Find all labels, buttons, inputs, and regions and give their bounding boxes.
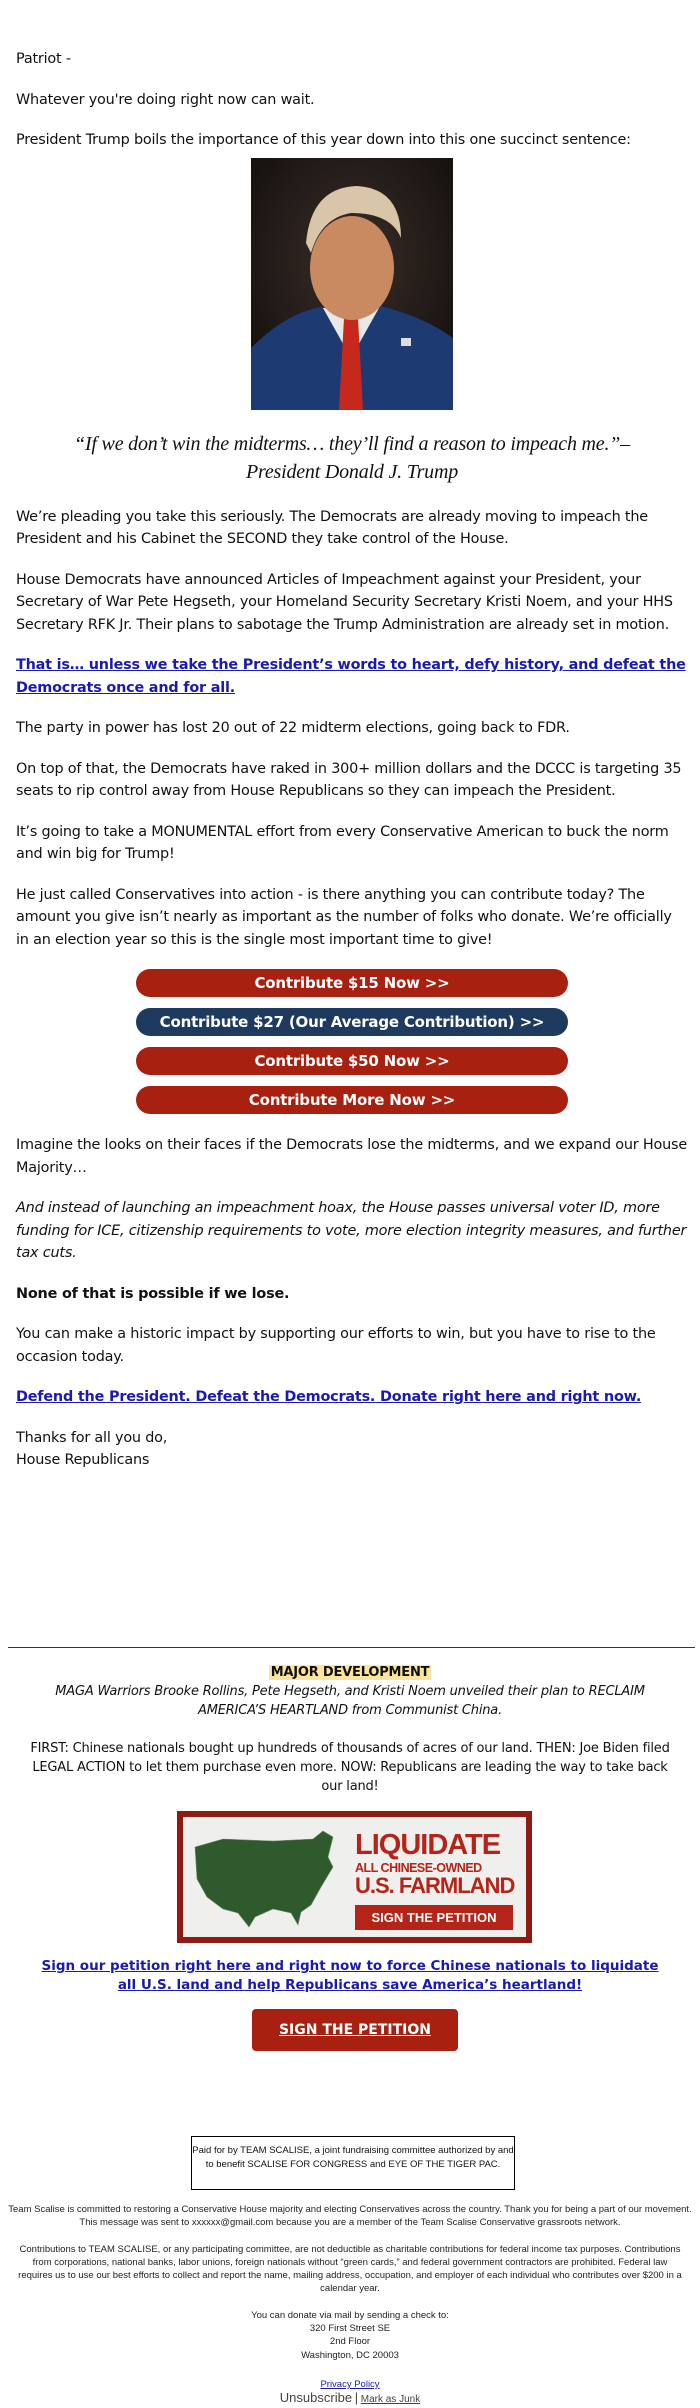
privacy-policy-link[interactable]: Privacy Policy <box>320 2378 380 2390</box>
paragraph: And instead of launching an impeachment hoax, the House passes universal voter ID, more funding for ICE, citizenship requirements to vote, more election integrity measures, and further tax cuts. <box>16 1200 687 1261</box>
greeting: Patriot - <box>16 51 71 67</box>
quote-attribution: President Donald J. Trump <box>245 460 459 483</box>
promo-subtitle: MAGA Warriors Brooke Rollins, Pete Hegseth, and Kristi Noem unveiled their plan to RECLAIM AMERICA’S HEARTLAND from Communist China. <box>55 1684 645 1718</box>
address-line: 320 First Street SE <box>309 2323 391 2335</box>
footer-legal: Contributions to TEAM SCALISE, or any participating committee, are not deductible as charitable contributions for federal income tax purposes. Contributions from corporations, national banks, labor unions, foreign nationals without “green cards,” and federal government contractors are prohibited. Federal law requires us to use our best efforts to collect and report the name, mailing address, occupation, and employer of each individual who contributes over $200 in a calendar year. <box>18 2243 682 2295</box>
footer-about: Team Scalise is committed to restoring a Conservative House majority and electing Conservatives across the country. Thank you for being a part of our movement. This message was sent to xxxxxx@gmail.com because you are a member of the Team Scalise Conservative grassroots network. <box>8 2204 692 2229</box>
email-body <box>16 48 688 1472</box>
contribute-15-button[interactable]: Contribute $15 Now >> <box>136 969 568 997</box>
contribute-buttons <box>16 969 688 1114</box>
paragraph: We’re pleading you take this seriously. The Democrats are already moving to impeach the President and his Cabinet the SECOND they take control of the House. <box>16 508 648 547</box>
paragraph: You can make a historic impact by supporting our efforts to win, but you have to rise to the occasion today. <box>16 1326 656 1365</box>
signature: House Republicans <box>16 1452 150 1468</box>
farmland-petition-banner[interactable] <box>177 1811 532 1943</box>
paragraph: None of that is possible if we lose. <box>16 1285 290 1302</box>
paragraph: Imagine the looks on their faces if the Democrats lose the midterms, and we expand our House Majority… <box>16 1137 687 1176</box>
mail-intro: You can donate via mail by sending a check to: <box>251 2309 449 2321</box>
paragraph: The party in power has lost 20 out of 22 midterm elections, going back to FDR. <box>16 720 570 736</box>
petition-link[interactable]: Sign our petition right here and right now to force Chinese nationals to liquidate all U.S. land and help Republicans save America’s heartland! <box>41 1958 659 1993</box>
signoff: Thanks for all you do, <box>16 1429 168 1446</box>
banner-subtitle-2: U.S. FARMLAND <box>355 1872 515 1898</box>
contribute-more-button[interactable]: Contribute More Now >> <box>136 1086 568 1114</box>
paragraph: Whatever you're doing right now can wait. <box>16 91 315 108</box>
donate-now-link[interactable]: Defend the President. Defeat the Democrats. Donate right here and right now. <box>16 1389 642 1405</box>
us-map-icon <box>195 1831 333 1927</box>
mark-as-junk-link[interactable]: Mark as Junk <box>360 2394 421 2406</box>
trump-quote <box>16 430 688 486</box>
contribute-50-button[interactable]: Contribute $50 Now >> <box>136 1047 568 1075</box>
paragraph: It’s going to take a MONUMENTAL effort from every Conservative American to buck the norm and win big for Trump! <box>16 823 669 862</box>
quote-text: “If we don’t win the midterms… they’ll find a reason to impeach me.”– <box>74 432 630 455</box>
paid-for-disclaimer: Paid for by TEAM SCALISE, a joint fundraising committee authorized by and to benefit SCALISE FOR CONGRESS and EYE OF THE TIGER PAC. <box>191 2136 515 2190</box>
address-line: Washington, DC 20003 <box>301 2349 399 2361</box>
contribute-27-button[interactable]: Contribute $27 (Our Average Contribution) >> <box>136 1008 568 1036</box>
trump-portrait-image <box>251 158 453 410</box>
banner-sign-button: SIGN THE PETITION <box>355 1905 513 1930</box>
defeat-democrats-link[interactable]: That is… unless we take the President’s words to heart, defy history, and defeat the Democrats once and for all. <box>16 657 686 696</box>
paragraph: President Trump boils the importance of this year down into this one succinct sentence: <box>16 132 631 148</box>
promo-body: FIRST: Chinese nationals bought up hundreds of thousands of acres of our land. THEN: Joe Biden filed LEGAL ACTION to let them purchase even more. NOW: Republicans are leading the way to take back our land! <box>30 1741 670 1794</box>
address-line: 2nd Floor <box>329 2336 371 2348</box>
major-development-badge: MAJOR DEVELOPMENT <box>270 1665 430 1680</box>
paragraph: He just called Conservatives into action - is there anything you can contribute today? The amount you give isn’t nearly as important as the number of folks who donate. We’re officially in an election year so this is the single most important time to give! <box>16 886 672 948</box>
separator: | <box>354 2390 359 2406</box>
unsubscribe-link[interactable]: Unsubscribe <box>279 2390 353 2406</box>
banner-subtitle: ALL CHINESE-OWNED <box>355 1861 482 1875</box>
footer <box>8 2203 692 2407</box>
promo-section <box>20 1663 680 1796</box>
banner-title: LIQUIDATE <box>355 1829 501 1861</box>
sign-petition-button[interactable]: SIGN THE PETITION <box>252 2009 458 2051</box>
paragraph: House Democrats have announced Articles of Impeachment against your President, your Secretary of War Pete Hegseth, your Homeland Security Secretary Kristi Noem, and your HHS Secretary RFK Jr. Their plans to sabotage the Trump Administration are already set in motion. <box>16 571 673 633</box>
paragraph: On top of that, the Democrats have raked in 300+ million dollars and the DCCC is targeting 35 seats to rip control away from House Republicans so they can impeach the President. <box>16 760 682 799</box>
divider <box>8 1647 695 1648</box>
